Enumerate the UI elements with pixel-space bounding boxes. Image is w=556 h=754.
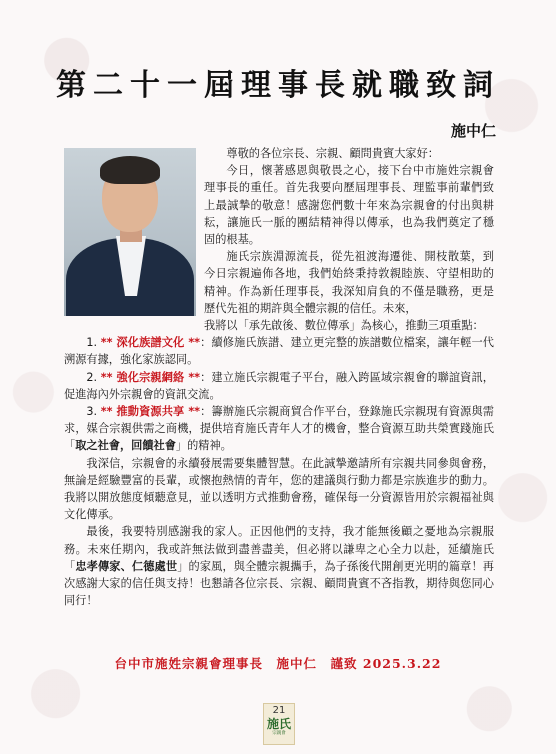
greeting-paragraph: 尊敬的各位宗長、宗親、顧問貴賓大家好： [226,147,439,160]
focus-item-label: ** 推動資源共享 ** [100,405,201,419]
closing-text: 最後，我要特別感謝我的家人。正因他們的支持，我才能無後顧之憂地為宗親服務。未來任期內，我或許無法做到盡善盡美，但必將以謙卑之心全力以赴，延續施氏「 [64,525,494,573]
focus-item-label: ** 強化宗親網絡 ** [100,370,201,384]
page-number: 21 [272,705,286,716]
focus-item-text: ：續修施氏族譜、建立更完整的族譜數位檔案，讓年輕一代溯源有據，強化家族認同。 [64,336,494,367]
page-number-badge [263,703,295,745]
signature-line: 台中市施姓宗親會理事長 施中仁 謹致 2025.3.22 [114,656,442,671]
focus-item-number: 3. [86,405,98,419]
focus-item-number: 2. [86,370,98,384]
focus-item-motto: 取之社會，回饋社會 [75,439,176,453]
intro-paragraph: 今日，懷著感恩與敬畏之心，接下台中市施姓宗親會理事長的重任。首先我要向歷屆理事長、理監事前輩們致上最誠摯的敬意！感謝您們數十年來為宗親會的付出與耕耘，讓施氏一脈的團結精神得以傳承，也為我們奠定了穩固的根基。 [204,164,494,247]
heritage-paragraph: 施氏宗族淵源流長，從先祖渡海遷徙、開枝散葉，到今日宗親遍佈各地，我們始終秉持敦親睦族、守望相助的精神。作為新任理事長，我深知肩負的不僅是職務，更是歷代先祖的期許與全體宗親的信任。未來， [204,250,494,315]
focus-item [64,403,494,455]
focus-item-text: ：建立施氏宗親電子平台，融入跨區域宗親會的聯誼資訊，促進海內外宗親會的資訊交流。 [64,370,494,401]
focus-item-text-end: 」的精神。 [175,439,232,453]
family-motto: 忠孝傳家、仁德處世 [75,559,178,573]
closing-text-end: 」的家風，與全體宗親攜手，為子孫後代開創更光明的篇章！再次感謝大家的信任與支持！也懇請各位宗長、宗親、顧問貴賓不吝指教，期待與您同心同行！ [64,559,494,608]
focus-item-number: 1. [86,336,98,350]
speech-body [64,145,494,609]
author-name: 施中仁 [450,122,496,140]
publication-logo: 施氏 [266,717,291,731]
page-title: 第二十一屆理事長就職致詞 [56,68,500,103]
publication-logo-sub: 宗親會 [272,731,286,736]
closing-paragraph [64,523,494,609]
focus-item [64,334,494,368]
focus-item-text: ：籌辦施氏宗親商貿合作平台，登錄施氏宗親現有資源與需求，媒合宗親供需之商機，提供培育施氏青年人才的機會，整合資源互助共榮實踐施氏「 [64,405,494,453]
focus-intro-paragraph: 我將以「承先啟後、數位傳承」為核心，推動三項重點： [204,319,484,333]
collaboration-paragraph: 我深信，宗親會的永續發展需要集體智慧。在此誠摯邀請所有宗親共同參與會務，無論是經驗豐富的長輩，或懷抱熱情的青年，您的建議與行動力都是宗族進步的動力。我將以開放態度傾聽意見，並以透明方式推動會務，確保每一分資源皆用於宗親福祉與文化傳承。 [64,456,494,522]
focus-item-label: ** 深化族譜文化 ** [100,336,201,350]
focus-item [64,369,494,403]
